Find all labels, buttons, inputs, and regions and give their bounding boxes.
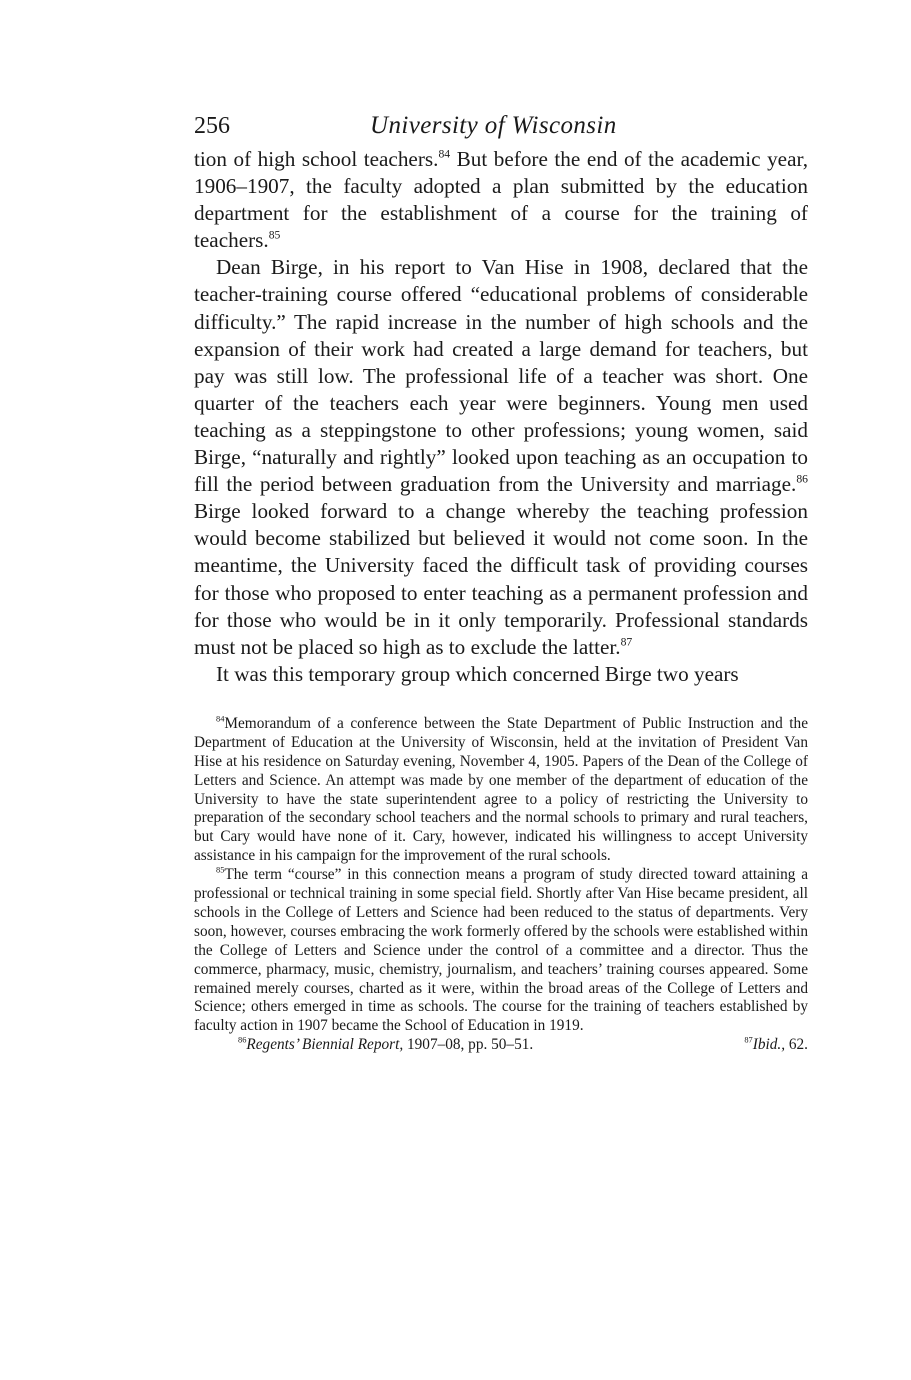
footnote-86-text: 1907–08, pp. 50–51. [403, 1036, 534, 1054]
paragraph-1-text-b: But before the end of the academic year, 1906–1907, the faculty adopted a plan submitted by the education department for the establishment of a course for the training of teachers. [194, 147, 808, 253]
footnote-ref-84: 84 [438, 147, 451, 161]
paragraph-1-text-a: tion of high school teachers. [194, 147, 439, 171]
footnote-87 [722, 1036, 808, 1055]
paragraph-2-text-b: Birge looked forward to a change whereby the teaching profession would become stabilized but believed it would not come soon. In the meantime, the University faced the difficult task of providing courses for those who proposed to enter teaching as a permanent profession and for those who would be in it only temporarily. Professional standards must not be placed so high as to exclude the latter. [194, 499, 808, 659]
footnote-84 [194, 715, 808, 866]
main-text [194, 146, 808, 688]
footnote-marker-85: 85 [216, 865, 225, 875]
footnote-marker-84: 84 [216, 714, 225, 724]
footnote-marker-87: 87 [744, 1035, 753, 1045]
book-page [194, 112, 808, 1055]
paragraph-3: It was this temporary group which concerned Birge two years [216, 661, 739, 686]
footnotes-86-87-line [194, 1036, 808, 1055]
footnote-84-text: Memorandum of a conference between the State Department of Public Instruction and the Department of Education at the University of Wisconsin, held at the invitation of President Van Hise at his residence on Saturday evening, November 4, 1905. Papers of the Dean of the College of Letters and Science. An attempt was made by one member of the department of education of the University to have the state superintendent agree to a policy of restricting the University to preparation of the secondary school teachers and the normal schools to primary and rural teachers, but Cary would have none of it. Cary, however, indicated his willingness to accept University assistance in his campaign for the improvement of the rural schools. [194, 714, 808, 865]
footnotes [194, 715, 808, 1055]
paragraph-2-text-a: Dean Birge, in his report to Van Hise in 1908, declared that the teacher-training course offered “educational problems of considerable difficulty.” The rapid increase in the number of high schools and the expansion of their work had created a large demand for teachers, but pay was still low. The professional life of a teacher was short. One quarter of the teachers each year were beginners. Young men used teaching as a steppingstone to other professions; young women, said Birge, “naturally and rightly” looked upon teaching as an occupation to fill the period between graduation from the University and marriage. [194, 255, 808, 497]
footnote-87-title: Ibid., [752, 1036, 786, 1054]
footnote-85 [194, 866, 808, 1036]
footnote-86-title: Regents’ Biennial Report, [246, 1036, 404, 1054]
footnote-ref-87: 87 [620, 634, 633, 648]
footnote-ref-85: 85 [268, 228, 281, 242]
page-number: 256 [194, 113, 230, 139]
footnote-85-text: The term “course” in this connection means a program of study directed toward attaining a professional or technical training in some special field. Shortly after Van Hise became president, all schools in the College of Letters and Science had been reduced to the status of departments. Very soon, however, courses embracing the work formerly offered by the schools were established within the College of Letters and Science under the control of a committee and a director. Thus the commerce, pharmacy, music, chemistry, journalism, and teachers’ training courses appeared. Some remained merely courses, charted as it were, within the broad areas of the College of Letters and Science; others emerged in time as schools. The course for the training of teachers established by faculty action in 1907 became the School of Education in 1919. [194, 866, 808, 1035]
footnote-86 [194, 1036, 533, 1055]
running-head [194, 112, 808, 146]
paragraph-2 [194, 254, 808, 660]
footnote-marker-86: 86 [238, 1035, 247, 1045]
running-title: University of Wisconsin [370, 112, 617, 139]
footnote-ref-86: 86 [796, 472, 808, 486]
footnote-87-text: 62. [785, 1036, 808, 1054]
paragraph-1 [194, 146, 808, 254]
